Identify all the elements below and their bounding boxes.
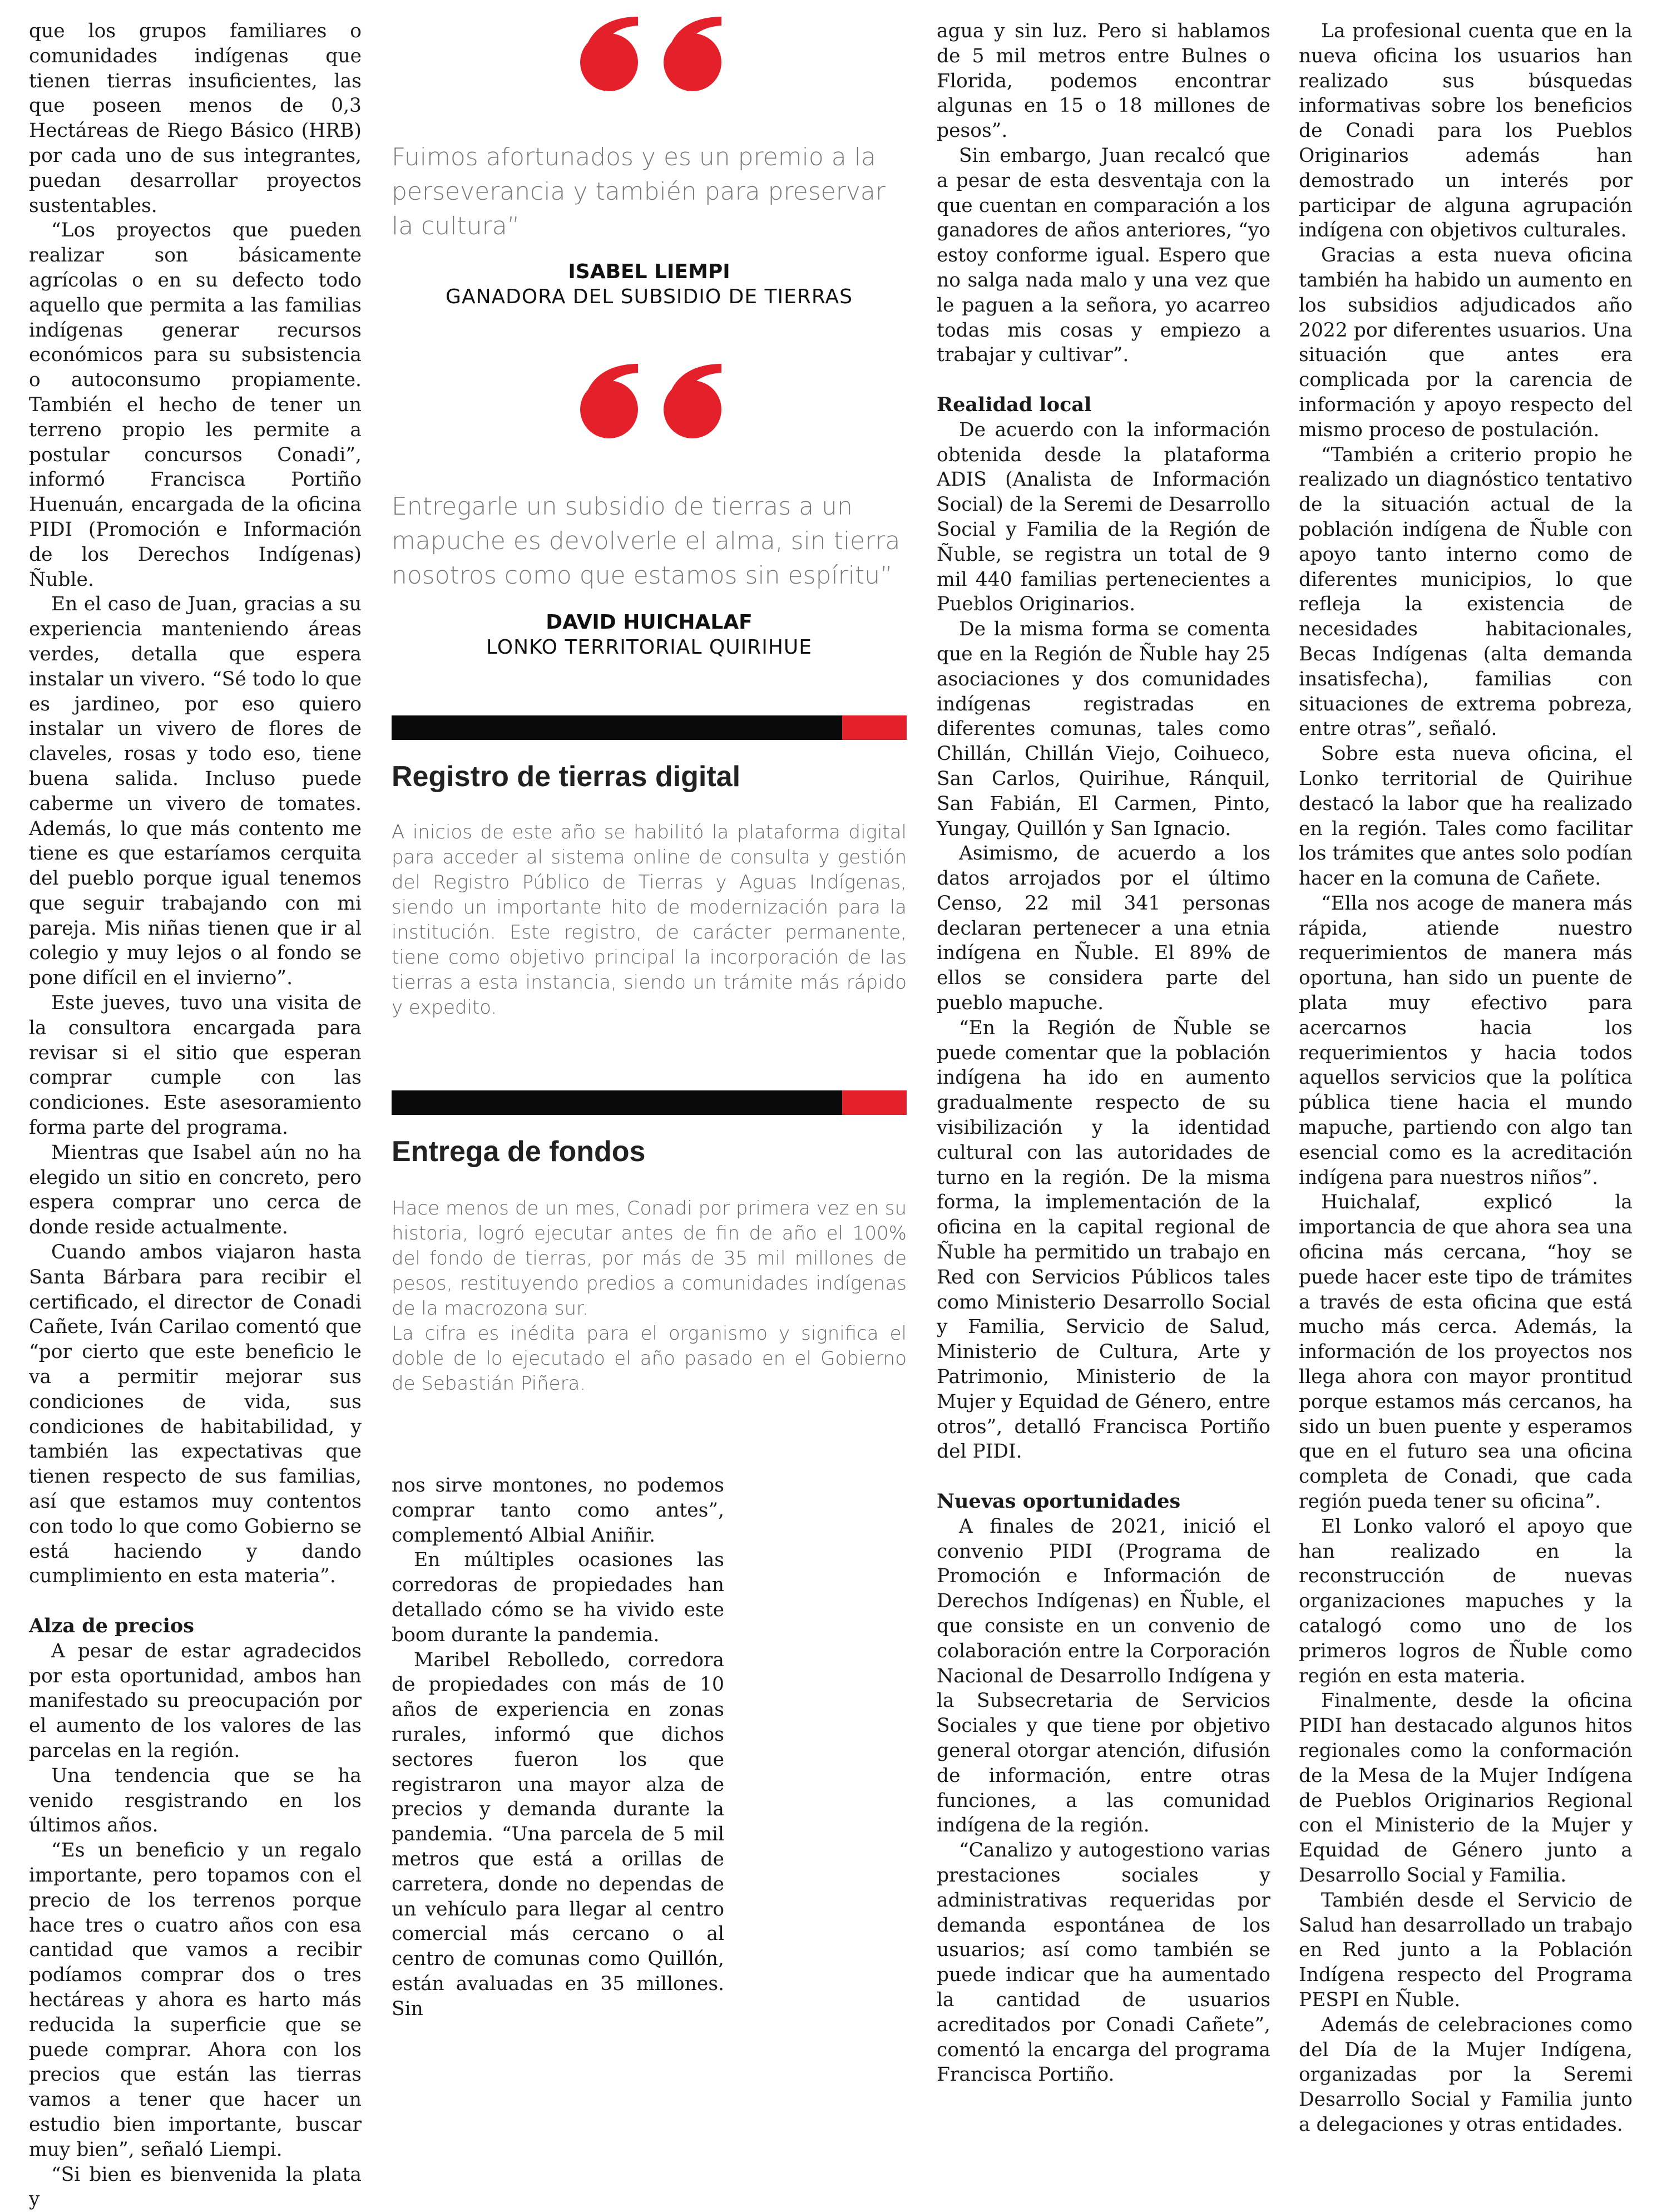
paragraph: Finalmente, desde la oficina PIDI han destacado algunos hitos regionales como la conformación de la Mesa de la Mujer Indígena de Pueblos Originarios Regional con el Ministerio de la Mujer y Equidad de Género junto a Desarrollo Social y Familia. <box>1299 1690 1633 1887</box>
paragraph: “También a criterio propio he realizado un diagnóstico tentativo de la situación actual de la población indígena de Ñuble con apoyo tanto interno como de diferentes municipios, lo que refleja la existencia de necesidades habitacionales, Becas Indígenas (alta demanda insatisfecha), familias con situaciones de extrema pobreza, entre otras”, señaló. <box>1299 443 1633 740</box>
article-column-4 <box>1299 19 1633 2137</box>
paragraph: “Ella nos acoge de manera más rápida, atiende nuestro requerimientos de manera más oportuna, han sido un puente de plata muy efectivo para acercarnos hacia los requerimientos y hacia todos aquellos servicios que la política pública tiene hacia el mundo mapuche, partiendo con algo tan esencial como es la acreditación indígena para nuestros niños”. <box>1299 892 1633 1189</box>
box-paragraph: A inicios de este año se habilitó la plataforma digital para acceder al sistema online de consulta y gestión del Registro Público de Tierras y Aguas Indígenas, siendo un importante hito de modernización para la institución. Este registro, de carácter permanente, tiene como objetivo principal la incorporación de las tierras a esta instancia, siendo un trámite más rápido y expedito. <box>392 821 907 1019</box>
quote-author-name: ISABEL LIEMPI <box>568 260 730 283</box>
quote-author-role: GANADORA DEL SUBSIDIO DE TIERRAS <box>446 285 853 308</box>
paragraph: Además de celebraciones como del Día de la Mujer Indígena, organizadas por la Seremi Desarrollo Social y Familia junto a delegaciones y otras entidades. <box>1299 2013 1633 2136</box>
box-title-registro: Registro de tierras digital <box>392 761 741 793</box>
paragraph: En el caso de Juan, gracias a su experiencia manteniendo áreas verdes, detalla que espera instalar un vivero. “Sé todo lo que es jardineo, por eso quiero instalar un vivero de flores de claveles, rosas y todo eso, tiene buena salida. Incluso puede caberme un vivero de tomates. Además, lo que más contento me tiene es que estaríamos cerquita del pueblo porque igual tenemos que seguir trabajando con mi pareja. Mis niñas tienen que ir al colegio y muy lejos o al fondo se pone difícil en el invierno”. <box>29 593 362 990</box>
section-divider-bar <box>392 715 907 740</box>
paragraph: Este jueves, tuvo una visita de la consultora encargada para revisar si el sitio que esperan comprar cumple con las condiciones. Este asesoramiento forma parte del programa. <box>29 992 362 1139</box>
paragraph: “Es un beneficio y un regalo importante, pero topamos con el precio de los terrenos porque hace tres o cuatro años con esa cantidad que vamos a recibir podíamos comprar dos o tres hectáreas y ahora es harto más reducida la superficie que se puede comprar. Ahora con los precios que están las tierras vamos a tener que hacer un estudio bien importante, buscar muy bien”, señaló Liempi. <box>29 1839 362 2161</box>
section-divider-bar <box>392 1090 907 1115</box>
paragraph: agua y sin luz. Pero si hablamos de 5 mil metros entre Bulnes o Florida, podemos encontrar algunas en 15 o 18 millones de pesos”. <box>937 20 1270 142</box>
paragraph: De acuerdo con la información obtenida desde la plataforma ADIS (Analista de Información Social) de la Seremi de Desarrollo Social y Familia de la Región de Ñuble, se registra un total de 9 mil 440 familias pertenecientes a Pueblos Originarios. <box>937 418 1270 616</box>
paragraph: Huichalaf, explicó la importancia de que ahora sea una oficina más cercana, “hoy se puede hacer este tipo de trámites a través de esta oficina que está mucho más cerca. Además, la información de los proyectos nos llega ahora con mayor prontitud porque estamos más cercanos, ha sido un buen puente y esperamos que en el futuro sea una oficina completa de Conadi, que cada región pueda tener su oficina”. <box>1299 1191 1633 1513</box>
section-heading-realidad-local: Realidad local <box>937 393 1092 416</box>
paragraph: La profesional cuenta que en la nueva oficina los usuarios han realizado sus búsquedas informativas sobre los beneficios de Conadi para los Pueblos Originarios además han demostrado un interés por participar de alguna agrupación indígena con objetivos culturales. <box>1299 20 1633 242</box>
paragraph: Sin embargo, Juan recalcó que a pesar de esta desventaja con la que cuentan en comparación a los ganadores de años anteriores, “yo estoy conforme igual. Espero que no salga nada malo y una vez que le paguen a la señora, yo acarreo todas mis cosas y empiezo a trabajar y cultivar”. <box>937 144 1270 367</box>
paragraph: Maribel Rebolledo, corredora de propiedades con más de 10 años de experiencia en zonas rurales, informó que dichos sectores fueron los que registraron una mayor alza de precios y demanda durante la pandemia. “Una parcela de 5 mil metros que está a orillas de carretera, donde no dependas de un vehículo para llegar al centro comercial más cercano o al centro de comunas como Quillón, están avaluadas en 35 millones. Sin <box>392 1648 724 2020</box>
quote-icon <box>570 13 731 91</box>
quote-author-name: DAVID HUICHALAF <box>546 611 753 634</box>
box-title-entrega: Entrega de fondos <box>392 1135 646 1168</box>
section-heading-nuevas-oportunidades: Nuevas oportunidades <box>937 1490 1181 1513</box>
article-column-1 <box>29 19 362 2212</box>
paragraph: Una tendencia que se ha venido resgistrando en los últimos años. <box>29 1764 362 1837</box>
box-paragraph: Hace menos de un mes, Conadi por primera vez en su historia, logró ejecutar antes de fin de año el 100% del fondo de tierras, por más de 35 mil millones de pesos, restituyendo predios a comunidades indígenas de la macrozona sur. <box>392 1197 907 1320</box>
paragraph: De la misma forma se comenta que en la Región de Ñuble hay 25 asociaciones y dos comunidades indígenas registradas en diferentes comunas, tales como Chillán, Chillán Viejo, Coihueco, San Carlos, Quirihue, Ránquil, San Fabián, El Carmen, Pinto, Yungay, Quillón y San Ignacio. <box>937 618 1270 840</box>
paragraph: Cuando ambos viajaron hasta Santa Bárbara para recibir el certificado, el director de Conadi Cañete, Iván Carilao comentó que “por cierto que este beneficio le va a permitir mejorar sus condiciones de vida, sus condiciones de habitabilidad, y también las expectativas que tienen respecto de sus familias, así que estamos muy contentos con todo lo que como Gobierno se está haciendo y dando cumplimiento en esta materia”. <box>29 1241 362 1588</box>
box-paragraph: La cifra es inédita para el organismo y significa el doble de lo ejecutado el año pasado en el Gobierno de Sebastián Piñera. <box>392 1322 907 1395</box>
paragraph: A finales de 2021, inició el convenio PIDI (Programa de Promoción e Información de Derechos Indígenas) en Ñuble, el que consiste en un convenio de colaboración entre la Corporación Nacional de Desarrollo Indígena y la Subsecretaria de Servicios Sociales y que tiene por objetivo general otorgar atención, difusión de información, entre otras funciones, a las comunidad indígena de la región. <box>937 1515 1270 1837</box>
paragraph: Mientras que Isabel aún no ha elegido un sitio en concreto, pero espera comprar uno cerca de donde reside actualmente. <box>29 1141 362 1239</box>
box-body-registro <box>392 820 907 1020</box>
section-heading-alza-de-precios: Alza de precios <box>29 1614 194 1637</box>
quote-icon <box>570 361 731 438</box>
paragraph: nos sirve montones, no podemos comprar tanto como antes”, complementó Albial Aniñir. <box>392 1474 724 1547</box>
paragraph: Sobre esta nueva oficina, el Lonko territorial de Quirihue destacó la labor que ha realizado en la región. Tales como facilitar los trámites que antes solo podían hacer en la comuna de Cañete. <box>1299 743 1633 890</box>
paragraph: Asimismo, de acuerdo a los datos arrojados por el último Censo, 22 mil 341 personas declaran pertenecer a una etnia indígena en Ñuble. El 89% de ellos se considera parte del pueblo mapuche. <box>937 842 1270 1015</box>
pull-quote-text: Entregarle un subsidio de tierras a un mapuche es devolverle el alma, sin tierra nosotros como que estamos sin espíritu” <box>392 492 901 590</box>
pull-quote-text: Fuimos afortunados y es un premio a la perseverancia y también para preservar la cultura” <box>392 143 886 240</box>
paragraph: “Canalizo y autogestiono varias prestaciones sociales y administrativas requeridas por demanda espontánea de los usuarios; así como también se puede indicar que ha aumentado la cantidad de usuarios acreditados por Conadi Cañete”, comentó la encarga del programa Francisca Portiño. <box>937 1839 1270 2086</box>
paragraph: A pesar de estar agradecidos por esta oportunidad, ambos han manifestado su preocupación por el aumento de los valores de las parcelas en la región. <box>29 1640 362 1762</box>
paragraph: “En la Región de Ñuble se puede comentar que la población indígena ha ido en aumento gradualmente respecto de su visibilización y la identidad cultural con las autoridades de turno en la región. De la misma forma, la implementación de la oficina en la capital regional de Ñuble ha permitido un trabajo en Red con Servicios Públicos tales como Ministerio Desarrollo Social y Familia, Servicio de Salud, Ministerio de Cultura, Arte y Patrimonio, Ministerio de la Mujer y Equidad de Género, entre otros”, detalló Francisca Portiño del PIDI. <box>937 1016 1270 1463</box>
article-column-2 <box>392 1473 724 2022</box>
paragraph: En múltiples ocasiones las corredoras de propiedades han detallado cómo se ha vivido este boom durante la pandemia. <box>392 1549 724 1646</box>
quote-author-role: LONKO TERRITORIAL QUIRIHUE <box>486 636 813 659</box>
paragraph: que los grupos familiares o comunidades indígenas que tienen tierras insuficientes, las que poseen menos de 0,3 Hectáreas de Riego Básico (HRB) por cada uno de sus integrantes, puedan desarrollar proyectos sustentables. <box>29 20 362 217</box>
paragraph: “Si bien es bienvenida la plata y <box>29 2163 362 2211</box>
paragraph: También desde el Servicio de Salud han desarrollado un trabajo en Red junto a la Población Indígena respecto del Programa PESPI en Ñuble. <box>1299 1889 1633 2011</box>
paragraph: El Lonko valoró el apoyo que han realizado en la reconstrucción de nuevas organizaciones mapuches y la catalogó como uno de los primeros logros de Ñuble como región en esta materia. <box>1299 1515 1633 1687</box>
article-column-3 <box>937 19 1270 2087</box>
paragraph: “Los proyectos que pueden realizar son básicamente agrícolas o en su defecto todo aquello que permita a las familias indígenas generar recursos económicos para su subsistencia o autoconsumo propiamente. También el hecho de tener un terreno propio les permite a postular concursos Conadi”, informó Francisca Portiño Huenuán, encargada de la oficina PIDI (Promoción e Información de los Derechos Indígenas) Ñuble. <box>29 219 362 591</box>
paragraph: Gracias a esta nueva oficina también ha habido un aumento en los subsidios adjudicados año 2022 por diferentes usuarios. Una situación que antes era complicada por la carencia de información y apoyo respecto del mismo proceso de postulación. <box>1299 244 1633 441</box>
box-body-entrega <box>392 1196 907 1396</box>
